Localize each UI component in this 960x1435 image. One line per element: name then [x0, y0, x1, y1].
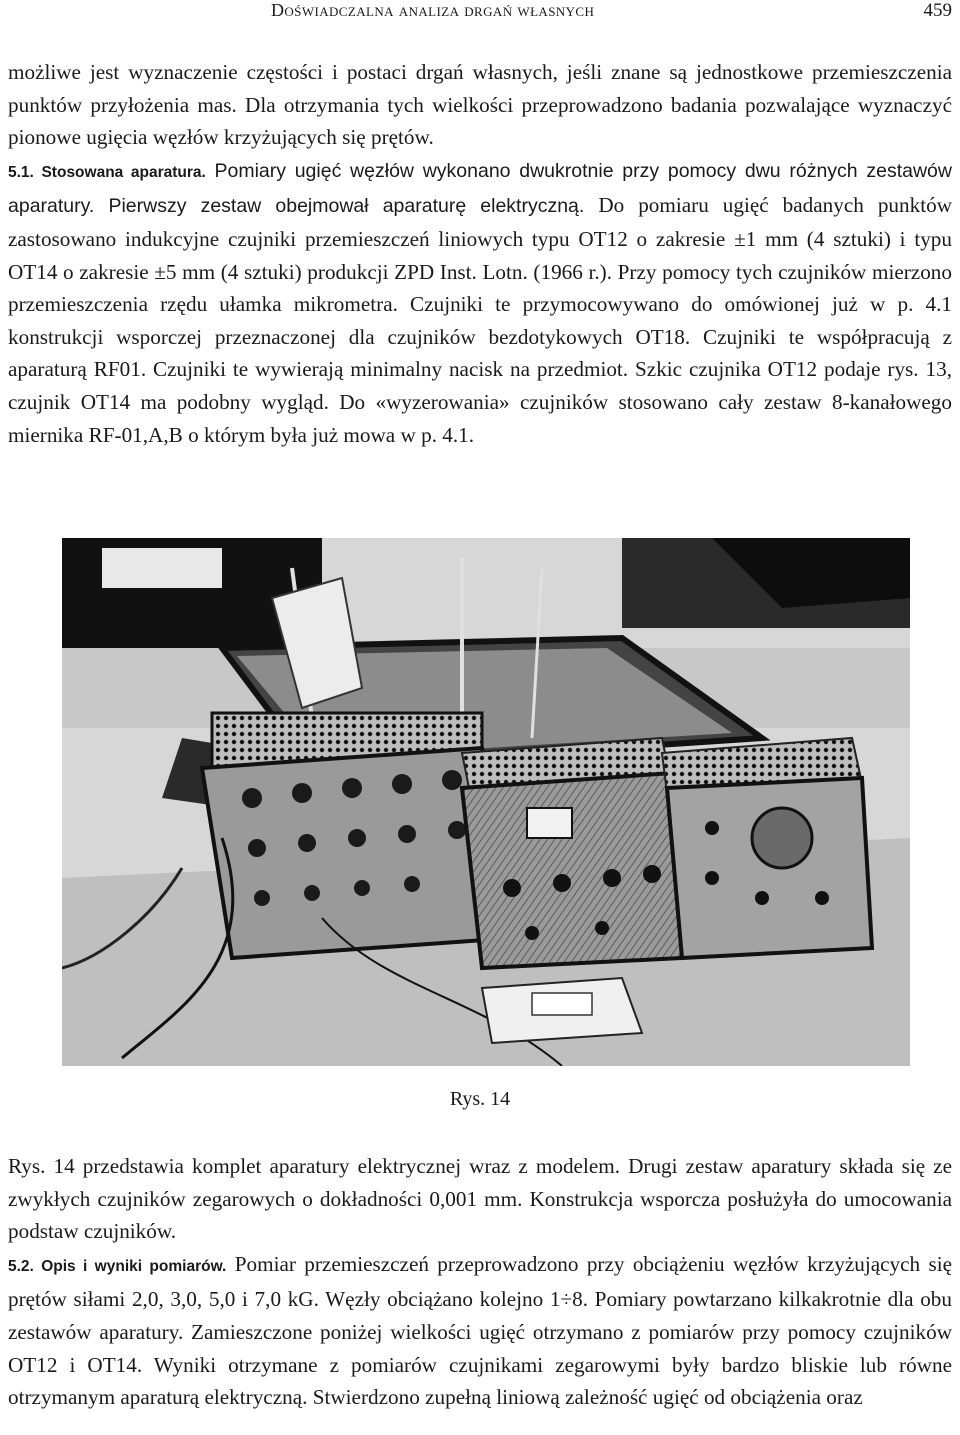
section-heading-5-2: 5.2. Opis i wyniki pomiarów.	[8, 1257, 227, 1275]
page-number: 459	[923, 0, 952, 21]
text-block-top	[8, 56, 952, 451]
paragraph-intro: możliwe jest wyznaczenie częstości i postaci drgań własnych, jeśli znane są jednostkowe przemieszczenia punktów przyłożenia mas. Dla otrzymania tych wielkości przeprowadzono badania pozwalające wyznaczyć pionowe ugięcia węzłów krzyżujących się prętów.	[8, 60, 952, 150]
running-title: Doświadczalna analiza drgań własnych	[271, 0, 595, 20]
apparatus-photo	[62, 538, 910, 1066]
paragraph-apparatus	[8, 154, 952, 451]
section-heading-5-1: 5.1. Stosowana aparatura.	[8, 163, 206, 181]
page-header	[0, 0, 960, 30]
apparatus-sans-text: Pomiary ugięć węzłów wykonano dwukrotnie przy pomocy dwu różnych zestawów aparatury. Pierwszy zestaw obejmował aparaturę elektryczną.	[8, 159, 952, 218]
apparatus-serif-text: Do pomiaru ugięć badanych punktów zastosowano indukcyjne czujniki przemieszczeń liniowych typu OT12 o zakresie ±1 mm (4 sztuki) i typu OT14 o zakresie ±5 mm (4 sztuki) produkcji ZPD Inst. Lotn. (1966 r.). Przy pomocy tych czujników mierzono przemieszczenia rzędu ułamka mikrometra. Czujniki te przymocowywano do omówionej już w p. 4.1 konstrukcji wsporczej przeznaczonej dla czujników bezdotykowych OT18. Czujniki te współpracują z aparaturą RF01. Czujniki te wywierają minimalny nacisk na przedmiot. Szkic czujnika OT12 podaje rys. 13, czujnik OT14 ma podobny wygląd. Do «wyzerowania» czujników stosowano cały zestaw 8-kanałowego miernika RF-01,A,B o którym była już mowa w p. 4.1.	[8, 193, 952, 447]
paragraph-figure-description: Rys. 14 przedstawia komplet aparatury elektrycznej wraz z modelem. Drugi zestaw aparatury składa się ze zwykłych czujników zegarowych o dokładności 0,001 mm. Konstrukcja wsporcza posłużyła do umocowania podstaw czujników.	[8, 1154, 952, 1244]
text-block-bottom	[8, 1150, 952, 1414]
figure-caption: Rys. 14	[449, 1088, 511, 1110]
measurements-text: Pomiar przemieszczeń przeprowadzono przy obciążeniu węzłów krzyżujących się prętów siłami 2,0, 3,0, 5,0 i 7,0 kG. Węzły obciążano kolejno 1÷8. Pomiary powtarzano kilkakrotnie dla obu zestawów aparatury. Zamieszczone poniżej wielkości ugięć otrzymano z pomiarów przy pomocy czujników OT12 i OT14. Wyniki otrzymane z pomiarów czujnikami zegarowymi były bardzo bliskie lub równe otrzymanym aparaturą elektryczną. Stwierdzono zupełną liniową zależność ugięć od obciążenia oraz	[8, 1251, 953, 1410]
paragraph-measurements	[8, 1248, 952, 1414]
